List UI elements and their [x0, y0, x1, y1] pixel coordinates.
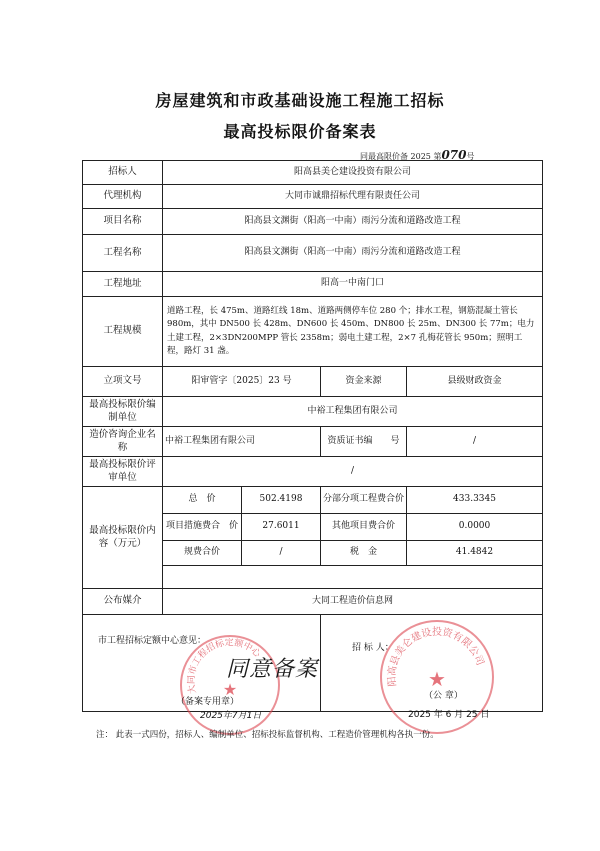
label-total: 总 价 — [163, 487, 242, 514]
record-number-handwritten: 070 — [441, 148, 467, 162]
value-measures: 27.6011 — [242, 514, 321, 541]
document-title-line2: 最高投标限价备案表 — [223, 122, 377, 141]
value-scale: 道路工程，长 475m、道路红线 18m、道路两侧停车位 280 个；排水工程，钢筋混凝土管长 980m，其中 DN500 长 428m、DN600 长 450m、DN800 长 25m、DN300 长 77m；电力土建工程，2×3DN200MPP 管长 2358m；弱电土建工程，2×7 孔梅花管长 950m；照明工程，路灯 31 盏。 — [163, 297, 543, 367]
tenderer-seal-star-icon: ★ — [428, 667, 446, 691]
label-sub: 分部分项工程费合价 — [321, 487, 407, 514]
label-consult: 造价咨询企业名称 — [83, 427, 163, 457]
label-other: 其他项目费合价 — [321, 514, 407, 541]
label-tenderer: 招标人 — [83, 161, 163, 185]
row-project-name — [83, 209, 543, 235]
center-opinion-label: 市工程招标定额中心意见： — [98, 636, 207, 646]
row-approval — [83, 367, 543, 397]
record-number-suffix: 号 — [466, 152, 475, 161]
value-fund: 县级财政资金 — [407, 367, 543, 397]
label-content: 最高投标限价内容（万元） — [83, 487, 163, 589]
value-consult: 中裕工程集团有限公司 — [163, 427, 321, 457]
document-title-line1: 房屋建筑和市政基础设施工程施工招标 — [155, 91, 445, 110]
value-total: 502.4198 — [242, 487, 321, 514]
center-date: 2025年7月1日 — [200, 711, 262, 721]
value-fee: / — [242, 541, 321, 566]
label-scale: 工程规模 — [83, 297, 163, 367]
value-other: 0.0000 — [407, 514, 543, 541]
seal-note: （公 章） — [424, 691, 463, 701]
filing-stamp-text: 大同市工程招标定额中心 — [186, 638, 263, 695]
filing-stamp-star-icon: ★ — [222, 680, 238, 699]
footnote: 注： 此表一式四份，招标人、编制单位、招标投标监督机构、工程造价管理机构各执一份。 — [96, 730, 439, 740]
label-approval: 立项文号 — [83, 367, 163, 397]
value-agency: 大同市诚鼎招标代理有限责任公司 — [163, 185, 543, 209]
label-cert: 资质证书编 号 — [321, 427, 407, 457]
row-compiler — [83, 397, 543, 427]
value-work-name: 阳高县文渊街（阳高一中南）雨污分流和道路改造工程 — [163, 235, 543, 272]
label-measures: 项目措施费合 价 — [163, 514, 242, 541]
row-review — [83, 457, 543, 487]
row-consult — [83, 427, 543, 457]
value-media: 大同工程造价信息网 — [163, 589, 543, 615]
label-work-name: 工程名称 — [83, 235, 163, 272]
value-project-name: 阳高县文渊街（阳高一中南）雨污分流和道路改造工程 — [163, 209, 543, 235]
label-address: 工程地址 — [83, 272, 163, 297]
value-sub: 433.3345 — [407, 487, 543, 514]
label-agency: 代理机构 — [83, 185, 163, 209]
approve-signature: 同意备案 — [226, 657, 319, 682]
label-fund: 资金来源 — [321, 367, 407, 397]
record-number-prefix: 同最高限价备 2025 第 — [360, 152, 442, 161]
value-approval: 阳审管字〔2025〕23 号 — [163, 367, 321, 397]
value-tenderer: 阳高县美仑建设投资有限公司 — [163, 161, 543, 185]
label-project-name: 项目名称 — [83, 209, 163, 235]
row-tenderer — [83, 161, 543, 185]
value-tax: 41.4842 — [407, 541, 543, 566]
label-review: 最高投标限价评审单位 — [83, 457, 163, 487]
row-media — [83, 589, 543, 615]
row-work-name — [83, 235, 543, 272]
value-compiler: 中裕工程集团有限公司 — [163, 397, 543, 427]
row-content-total — [83, 487, 543, 514]
tenderer-sign-label: 招 标 人： — [352, 643, 394, 653]
row-scale — [83, 297, 543, 367]
label-media: 公布媒介 — [83, 589, 163, 615]
tenderer-seal-text: 阳高县美仑建设投资有限公司 — [386, 626, 486, 687]
row-agency — [83, 185, 543, 209]
value-review: / — [163, 457, 543, 487]
stamp-note: （备案专用章） — [176, 697, 240, 707]
value-address: 阳高一中南门口 — [163, 272, 543, 297]
label-tax: 税 金 — [321, 541, 407, 566]
label-fee: 规费合价 — [163, 541, 242, 566]
tenderer-date: 2025 年 6 月 25 日 — [408, 710, 490, 720]
row-address — [83, 272, 543, 297]
label-compiler: 最高投标限价编制单位 — [83, 397, 163, 427]
value-cert: / — [407, 427, 543, 457]
blank-cell — [163, 566, 543, 589]
